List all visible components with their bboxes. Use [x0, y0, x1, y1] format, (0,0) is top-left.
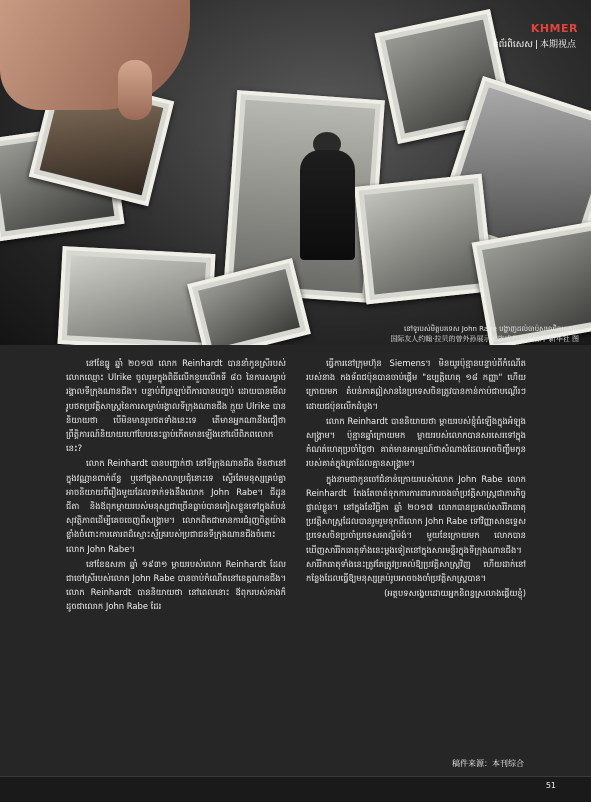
photo-caption-khmer: នៅទូរបស់មិត្តបរទេស John Rabe បង្ហាញដល់ចាប់សមាជិកគ្រួសារ — [403, 325, 579, 333]
article-paragraph: ធ្វើការនៅក្រុមហ៊ុន Siemens។ មិនយូរប៉ុន្មានបន្ទាប់ពីកំណើតរបស់នាង កងទ័ពជប៉ុនបានចាប់ផ្តើម "ឧប្បត្តិហេតុ ១៨ កញ្ញា" ហើយក្រោយមក តំបន់ភាគឦសាននៃប្រទេសចិនត្រូវបានកាន់កាប់ជាបណ្តើរៗដោយជប៉ុនលើកដំបូង។ — [306, 358, 526, 411]
section-label-chinese: 本期视点 — [539, 40, 576, 50]
article-source: 稿件来源：本刊综合 — [452, 759, 524, 768]
page-footer — [0, 776, 591, 802]
article-paragraph: លោក Reinhardt បានបញ្ជាក់ថា នៅទីក្រុងណានជីង មិនថានៅក្នុងវណ្ណានពាក់ព័ន្ធ ឬនៅក្នុងសាលាប្រជុំនោះទេ ស្ទើរតែមនុស្សគ្រប់គ្នាអាចនិយាយពីរឿងមួយដែលទាក់ទងនឹងលោក John Rabe។ ជីដូនជីតា និងឪពុកម្តាយរបស់មនុស្សជាច្រើនធ្លាប់បានភៀសខ្លួនទៅក្នុងតំបន់សុវត្ថិភាពដើម្បីគេចចេញពីសង្គ្រាម។ លោកពិតជាមានការជំរុញចិត្តយ៉ាងខ្លាំងចំពោះការគោរពដ៏ស្មោះស្ម័គ្ររបស់ប្រជាជនទីក្រុងណានជីងចំពោះលោក John Rabe។ — [66, 458, 286, 554]
section-label-khmer: ទំព័រពិសេស — [492, 40, 533, 50]
article-paragraph: នៅខែឧសភា ឆ្នាំ ១៩៣១ ម្តាយរបស់លោក Reinhardt ដែលជាចៅស្រីរបស់លោក John Rabe បានចាប់កំណើតនៅខេត្តណានជីង។ លោក Reinhardt បាននិយាយថា នៅពេលនោះ ឪពុករបស់នាងក៏ដូចជាលោក John Rabe ដែរ — [66, 558, 286, 612]
article-column-right — [306, 356, 526, 601]
hand-finger — [118, 60, 152, 120]
footer-divider — [0, 776, 591, 777]
author-credit: (អត្ថបទសង្ខេបដោយអ្នកនិពន្ធស្រលាងផ្ដើយខ្ញុំ) — [384, 588, 526, 599]
brand-name: KHMER — [530, 22, 578, 35]
old-photo — [354, 174, 494, 305]
section-label: ទំព័រពិសេស | 本期视点 — [492, 40, 576, 50]
article-paragraph: លោក Reinhardt បាននិយាយថា ម្តាយរបស់ខ្ញុំធំឡើងក្នុងអំឡុងសង្គ្រាម។ ប៉ុន្មានឆ្នាំក្រោយមក ម្តាយរបស់លោកបានសរសេរទៅក្នុងកំណត់ហេតុប្រចាំថ្ងៃថា គាត់មានអារម្មណ៍ថាសំណាងដែលអាចចិញ្ចឹមកូនរបស់គាត់ក្នុងគ្រាដែលគ្មានសង្គ្រាម។ — [306, 415, 526, 469]
magazine-brand — [491, 22, 578, 52]
article-paragraph: នៅខែធ្នូ ឆ្នាំ ២០១៧ លោក Reinhardt បាននាំកូនស្រីរបស់លោកឈ្មោះ Ulrike ចូលរួមក្នុងពិធីលើកខួបលើកទី ៨០ នៃការសម្លាប់រង្គាលទីក្រុងណានជីង។ បន្ទាប់ពីត្រឡប់ពីការបានបញ្ចប់ ដោយបានមើលរូបថតប្រវត្តិសាស្ត្រនៃការសម្លាប់រង្គាលទីក្រុងណានជីង ក្មួយ Ulrike បាននិយាយថា បើមិនមានរូបថតទាំងនេះទេ តើមានអ្នកណានឹងជឿថា ព្រឹត្តិការណ៍និយាយហៅបែបនេះធ្លាប់កើតមានឡើងនៅលើពិភពលោកនេះ? — [66, 358, 286, 454]
article-paragraph: ក្នុងនាមជាកូនចៅជំនាន់ក្រោយរបស់លោក John Rabe លោក Reinhardt តែងតែចាត់ទុកការការពារការចងចាំប្រវត្តិសាស្ត្រជាភារកិច្ចផ្ទាល់ខ្លួន។ នៅក្នុងខែវិច្ឆិកា ឆ្នាំ ២០១៧ លោកបានប្រគល់សារិរិកធាតុប្រវត្តិសាស្ត្រដែលបានរួមរួមទុកពីលោក John Rabe ទៅវិញ្ញាសាឧទ្ទេសប្រទេសចិនប្រចាំប្រទេសអាល្លឺម៉ង់។ មួយខែក្រោយមក លោកបានឃើញសារិរិកធាតុទាំងនេះម្តងទៀតនៅក្នុងសារមន្ទីរក្នុងទីក្រុងណានជីង។ សារិរិកធាតុទាំងនេះត្រូវតែត្រូវប្រគល់ឱ្យប្រវត្តិសាស្ត្រវិញ ហើយដាក់នៅកន្លែងដែលធ្វើឱ្យមនុស្សគ្រប់រូបអាចចងចាំប្រវត្តិសាស្ត្របាន។ — [306, 473, 526, 584]
hand — [0, 0, 190, 110]
photo-caption — [390, 324, 579, 344]
article-column-left — [66, 356, 286, 615]
photo-caption-chinese: 国际友人约翰·拉贝的曾外孙展示家族成员的老照片 新华社 图 — [390, 335, 579, 343]
page-number: 51 — [545, 781, 556, 790]
photo-figure — [300, 150, 355, 260]
